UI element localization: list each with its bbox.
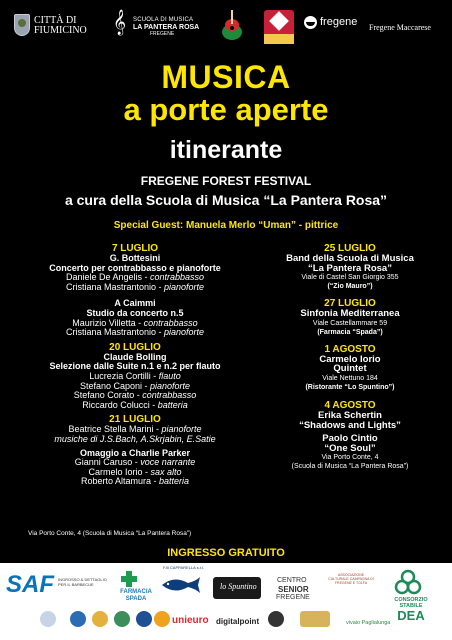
event-address: Viale Nettuno 184 [322, 374, 378, 382]
fregene-logo-text: fregene [320, 16, 358, 28]
event-piece: Concerto per contrabbasso e pianoforte [49, 262, 221, 273]
event-piece: Studio da concerto n.5 [86, 307, 184, 318]
event-date: 1 AGOSTO [324, 343, 376, 355]
event-place: (“Zio Mauro”) [327, 283, 373, 291]
performer-name: Maurizio Villetta - [72, 317, 144, 328]
program-right-column [250, 243, 450, 471]
city-line1: CITTÀ DI [34, 15, 77, 26]
pharmacy-logo [119, 589, 153, 603]
performer-name: Roberto Altamura - [80, 476, 159, 487]
event-composer: A Caimmi [114, 298, 156, 309]
performer-name: Stefano Corato - [73, 390, 143, 401]
event-title: Carmelo Iorio [319, 353, 381, 365]
saf-logo: SAF [6, 571, 54, 598]
cultural-association-logo: ASSOCIAZIONE CULTURALE CAMPAGNA DI FREGENE E TOLFA [328, 573, 374, 586]
special-guest: Special Guest: Manuela Merlo “Uman” - pittrice [113, 220, 339, 231]
performer-role: contrabbasso [143, 317, 198, 328]
event-title: Omaggio a Charlie Parker [79, 447, 191, 458]
dea-line3: DEA [397, 608, 425, 623]
event-title: “One Soul” [324, 442, 376, 454]
performer-role: pianoforte [161, 424, 202, 435]
event-composer: G. Bottesini [109, 253, 161, 263]
performer-name: Gianni Caruso - [74, 457, 141, 468]
performer-name: Cristiana Mastrantonio - [65, 327, 164, 338]
event-title: Sinfonia Mediterranea [300, 308, 400, 320]
saf-logo-subtitle: INGROSSO & DETTAGLIO PER IL BARBECUE [58, 577, 107, 587]
performer-line [20, 401, 250, 411]
event-title: Band della Scuola di Musica [286, 253, 414, 264]
performer-role: pianoforte [164, 327, 205, 338]
festival-name: FREGENE FOREST FESTIVAL [140, 174, 312, 188]
centro-senior-line3: FREGENE [276, 594, 310, 601]
centro-senior-line1: CENTRO [277, 577, 307, 584]
performer-role: pianoforte [150, 380, 191, 391]
performer-name: Stefano Caponi - [79, 380, 150, 391]
event-piece: Selezione dalle Suite n.1 e n.2 per flauto [49, 361, 221, 372]
event-place: (Scuola di Musica “La Pantera Rosa”) [291, 463, 409, 471]
event-date: 25 LUGLIO [324, 243, 376, 254]
event-title: “La Pantera Rosa” [308, 262, 392, 274]
performer-name: Carmelo Iorio - [88, 466, 151, 477]
guitar-logo-icon [218, 8, 246, 42]
event-place: (Farmacia “Spada”) [317, 328, 383, 336]
school-logo-line2: LA PANTERA ROSA [133, 24, 200, 31]
fish-company-name: F.lli CAPPARELLA s.r.l. [163, 565, 205, 570]
event-music: musiche di J.S.Bach, A.Skrjabin, E.Satie [54, 433, 216, 444]
centro-senior-line2: SENIOR [278, 585, 309, 594]
performer-role: pianoforte [164, 281, 205, 292]
performer-line [20, 477, 250, 487]
dea-line1: CONSORZIO [394, 597, 428, 603]
performer-name: Lucrezia Cortilli - [89, 370, 159, 381]
event-date: 4 AGOSTO [324, 399, 376, 411]
treble-clef-icon: 𝄞 [113, 10, 127, 35]
event-date: 20 LUGLIO [109, 341, 161, 353]
performer-role: sax alto [150, 466, 182, 477]
performer-role: voce narrante [140, 457, 196, 468]
program-left-column [20, 243, 250, 487]
performer-line [20, 328, 250, 338]
small-crest-icon [40, 611, 56, 627]
event-place: (Ristorante “Lo Spuntino”) [305, 383, 395, 391]
small-round-logo-icon [114, 611, 130, 627]
event-address: Viale di Castel San Giorgio 355 [301, 274, 399, 282]
small-round-logo-icon [70, 611, 86, 627]
performer-role: batteria [157, 399, 188, 410]
city-logo [34, 16, 87, 36]
event-address: Via Porto Conte, 4 [321, 454, 379, 462]
performer-role: batteria [159, 476, 190, 487]
title-line3: itinerante [169, 136, 283, 164]
small-round-logo-icon [136, 611, 152, 627]
fregene-maccarese-logo: Fregene Maccarese [369, 23, 431, 32]
performer-role: contrabbasso [142, 390, 197, 401]
dea-knot-icon [394, 569, 422, 595]
event-date: 7 LUGLIO [111, 243, 159, 254]
performer-name: Cristiana Mastrantonio - [65, 281, 164, 292]
event-composer: Claude Bolling [103, 351, 167, 362]
event-title: Quintet [333, 363, 367, 375]
pharmacy-line2: SPADA [125, 596, 147, 602]
performer-name: Daniele De Angelis - [65, 272, 150, 283]
dea-line2: STABILE [399, 603, 423, 609]
free-entry-banner: INGRESSO GRATUITO [167, 547, 285, 559]
title-line1: MUSICA [161, 59, 291, 95]
performer-name: Riccardo Colucci - [82, 399, 158, 410]
small-round-logo-icon [154, 611, 170, 627]
small-round-logo-icon [268, 611, 284, 627]
event-date: 27 LUGLIO [324, 298, 376, 310]
event-date: 21 LUGLIO [109, 414, 161, 426]
vivaio-logo: vivaio Paglialunga [346, 620, 391, 626]
fish-logo-icon [158, 571, 204, 597]
event-title: Paolo Cintio [322, 433, 378, 445]
small-round-logo-icon [92, 611, 108, 627]
pharmacy-cross-icon [121, 571, 137, 587]
performer-role: flauto [158, 370, 181, 381]
city-crest-icon [14, 14, 30, 36]
performer-line [20, 283, 250, 293]
emblem-band [264, 34, 294, 44]
school-logo-line1: SCUOLA DI MUSICA [133, 17, 194, 23]
curated-by: a cura della Scuola di Musica “La Pantera Rosa” [64, 192, 388, 208]
performer-role: contrabbasso [150, 272, 205, 283]
title-line2: a porte aperte [123, 92, 329, 127]
event-title: Erika Schertin [318, 409, 382, 421]
partner-logo-strip [0, 0, 452, 56]
performer-name: Beatrice Stella Marini - [68, 424, 162, 435]
sponsor-strip [0, 563, 452, 640]
city-line2: FIUMICINO [34, 25, 87, 36]
venue-address-left: Via Porto Conte, 4 (Scuola di Musica “La Pantera Rosa”) [28, 530, 192, 537]
unieuro-logo: unieuro [172, 615, 209, 626]
event-address: Viale Castellammare 59 [312, 319, 388, 327]
fregene-logo-icon [304, 16, 317, 29]
digitalpoint-logo: digitalpoint [216, 617, 260, 626]
school-logo-line3: FREGENE [150, 31, 175, 37]
pharmacy-line1: FARMACIA [120, 589, 152, 595]
lo-spuntino-text: lo Spuntino [220, 582, 257, 591]
small-badge-logo-icon [300, 611, 330, 627]
event-title: “Shadows and Lights” [299, 419, 401, 431]
